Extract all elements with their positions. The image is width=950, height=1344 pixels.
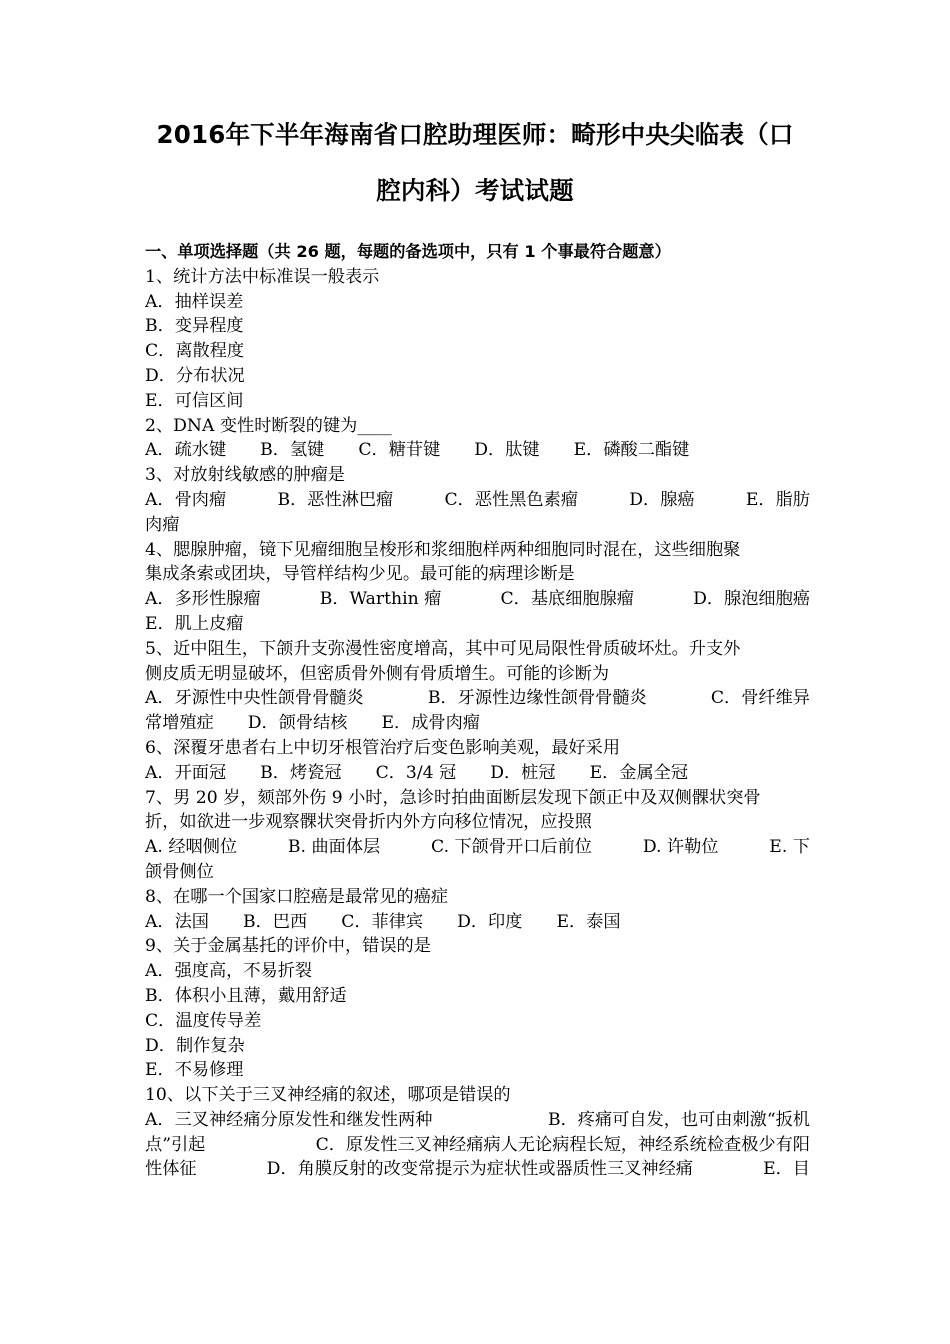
question-5-option-e: E．成骨肉瘤	[381, 713, 480, 734]
question-6-stem: 6、深覆牙患者右上中切牙根管治疗后变色影响美观，最好采用	[145, 737, 621, 758]
question-4-option-d: D．腺泡细胞癌	[693, 589, 810, 610]
question-7-option-c: C. 下颌骨开口后前位	[431, 837, 592, 858]
question-2-option-c: C．糖苷键	[358, 440, 441, 461]
question-2-stem: 2、DNA 变性时断裂的键为____	[145, 415, 392, 436]
question-7-option-b: B. 曲面体层	[287, 837, 381, 858]
section-heading: 一、单项选择题（共 26 题，每题的备选项中，只有 1 个事最符合题意）	[145, 242, 671, 261]
question-4-option-e: E．肌上皮瘤	[145, 613, 244, 634]
question-6-option-b: B．烤瓷冠	[260, 762, 342, 783]
question-10-option-e: E．目	[763, 1159, 810, 1180]
question-7-stem-line-1: 7、男 20 岁，颏部外伤 9 小时，急诊时拍曲面断层发现下颌正中及双侧髁状突骨	[145, 787, 761, 808]
question-5-stem-line-2: 侧皮质无明显破坏，但密质骨外侧有骨质增生。可能的诊断为	[145, 663, 610, 684]
question-1-option-d: D．分布状况	[145, 365, 245, 386]
question-7-stem-line-2: 折，如欲进一步观察髁状突骨折内外方向移位情况，应投照	[145, 812, 592, 833]
question-2-option-b: B．氢键	[260, 440, 325, 461]
question-5-option-a: A．牙源性中央性颌骨骨髓炎	[145, 688, 364, 709]
question-10-option-a: A．三叉神经痛分原发性和继发性两种	[145, 1109, 433, 1130]
question-6-options	[145, 761, 810, 786]
question-5-option-d: D．颌骨结核	[247, 713, 348, 734]
question-1-option-a: A．抽样误差	[145, 291, 244, 312]
question-10-stem: 10、以下关于三叉神经痛的叙述，哪项是错误的	[145, 1085, 511, 1106]
question-4-stem-line-2: 集成条索或团块，导管样结构少见。最可能的病理诊断是	[145, 564, 575, 585]
question-8-option-e: E．泰国	[556, 911, 621, 932]
question-10-options-line-2	[145, 1133, 810, 1158]
question-2-option-d: D．肽键	[474, 440, 540, 461]
question-9-option-c: C．温度传导差	[145, 1010, 262, 1031]
question-4-option-b: B．Warthin 瘤	[319, 589, 442, 610]
document-title-line-2: 腔内科）考试试题	[376, 176, 574, 205]
question-8-stem: 8、在哪一个国家口腔癌是最常见的癌症	[145, 886, 449, 907]
question-4-stem-line-1: 4、腮腺肿瘤，镜下见瘤细胞呈梭形和浆细胞样两种细胞同时混在，这些细胞聚	[145, 539, 741, 560]
question-5-option-c: C．骨纤维异	[710, 688, 810, 709]
question-5-option-c-wrap: 常增殖症	[145, 713, 214, 734]
question-9-option-b: B．体积小且薄，戴用舒适	[145, 985, 347, 1006]
question-5-stem-line-1: 5、近中阻生，下颌升支弥漫性密度增高，其中可见局限性骨质破坏灶。升支外	[145, 638, 741, 659]
question-6-option-d: D．桩冠	[490, 762, 556, 783]
question-10-option-c: C．原发性三叉神经痛病人无论病程长短，神经系统检查极少有阳	[315, 1134, 810, 1155]
question-3-option-a: A．骨肉瘤	[145, 489, 227, 510]
question-3-option-e: E．脂肪	[745, 489, 810, 510]
question-10-options-line-3	[145, 1157, 810, 1182]
question-2-option-a: A．疏水键	[145, 440, 227, 461]
question-3-option-b: B．恶性淋巴瘤	[277, 489, 394, 510]
question-10-option-c-wrap: 性体征	[145, 1159, 197, 1180]
question-5-option-b: B．牙源性边缘性颌骨骨髓炎	[427, 688, 647, 709]
question-2-options	[145, 438, 810, 463]
question-7-option-e-wrap: 颌骨侧位	[145, 861, 214, 882]
question-8-option-c: C．菲律宾	[341, 911, 424, 932]
question-10-options-line-1	[145, 1108, 810, 1133]
question-8-option-b: B．巴西	[242, 911, 308, 932]
question-6-option-e: E．金属全冠	[589, 762, 689, 783]
question-7-option-d: D. 许勒位	[642, 837, 719, 858]
document-body	[145, 240, 810, 1182]
question-8-option-a: A．法国	[145, 911, 209, 932]
question-9-option-e: E．不易修理	[145, 1060, 244, 1081]
question-7-option-a: A. 经咽侧位	[145, 837, 238, 858]
question-6-option-c: C．3/4 冠	[375, 762, 457, 783]
question-7-options	[145, 835, 810, 860]
question-4-option-a: A．多形性腺瘤	[145, 589, 261, 610]
question-3-option-c: C．恶性黑色素瘤	[444, 489, 578, 510]
question-3-option-d: D．腺癌	[629, 489, 695, 510]
question-9-option-a: A．强度高，不易折裂	[145, 961, 313, 982]
question-5-options-wrap	[145, 711, 810, 736]
question-3-stem: 3、对放射线敏感的肿瘤是	[145, 465, 345, 486]
question-1-option-c: C．离散程度	[145, 341, 245, 362]
question-4-option-c: C．基底细胞腺瘤	[500, 589, 634, 610]
question-1-option-e: E．可信区间	[145, 390, 244, 411]
question-7-option-e: E. 下	[769, 837, 810, 858]
document-title-line-1: 2016年下半年海南省口腔助理医师：畸形中央尖临表（口	[156, 120, 794, 149]
question-9-option-d: D．制作复杂	[145, 1035, 245, 1056]
question-10-option-b-wrap: 点”引起	[145, 1134, 206, 1155]
question-1-stem: 1、统计方法中标准误一般表示	[145, 266, 380, 287]
question-6-option-a: A．开面冠	[145, 762, 227, 783]
question-10-option-d: D．角膜反射的改变常提示为症状性或器质性三叉神经痛	[266, 1159, 693, 1180]
question-5-options	[145, 686, 810, 711]
question-4-options	[145, 587, 810, 612]
question-3-options	[145, 488, 810, 513]
question-8-option-d: D．印度	[457, 911, 523, 932]
question-8-options	[145, 910, 810, 935]
question-2-option-e: E．磷酸二酯键	[573, 440, 690, 461]
question-1-option-b: B．变异程度	[145, 316, 244, 337]
question-10-option-b: B．疼痛可自发，也可由刺激“扳机	[547, 1109, 810, 1130]
question-3-option-e-wrap: 肉瘤	[145, 514, 180, 535]
question-9-stem: 9、关于金属基托的评价中，错误的是	[145, 936, 431, 957]
